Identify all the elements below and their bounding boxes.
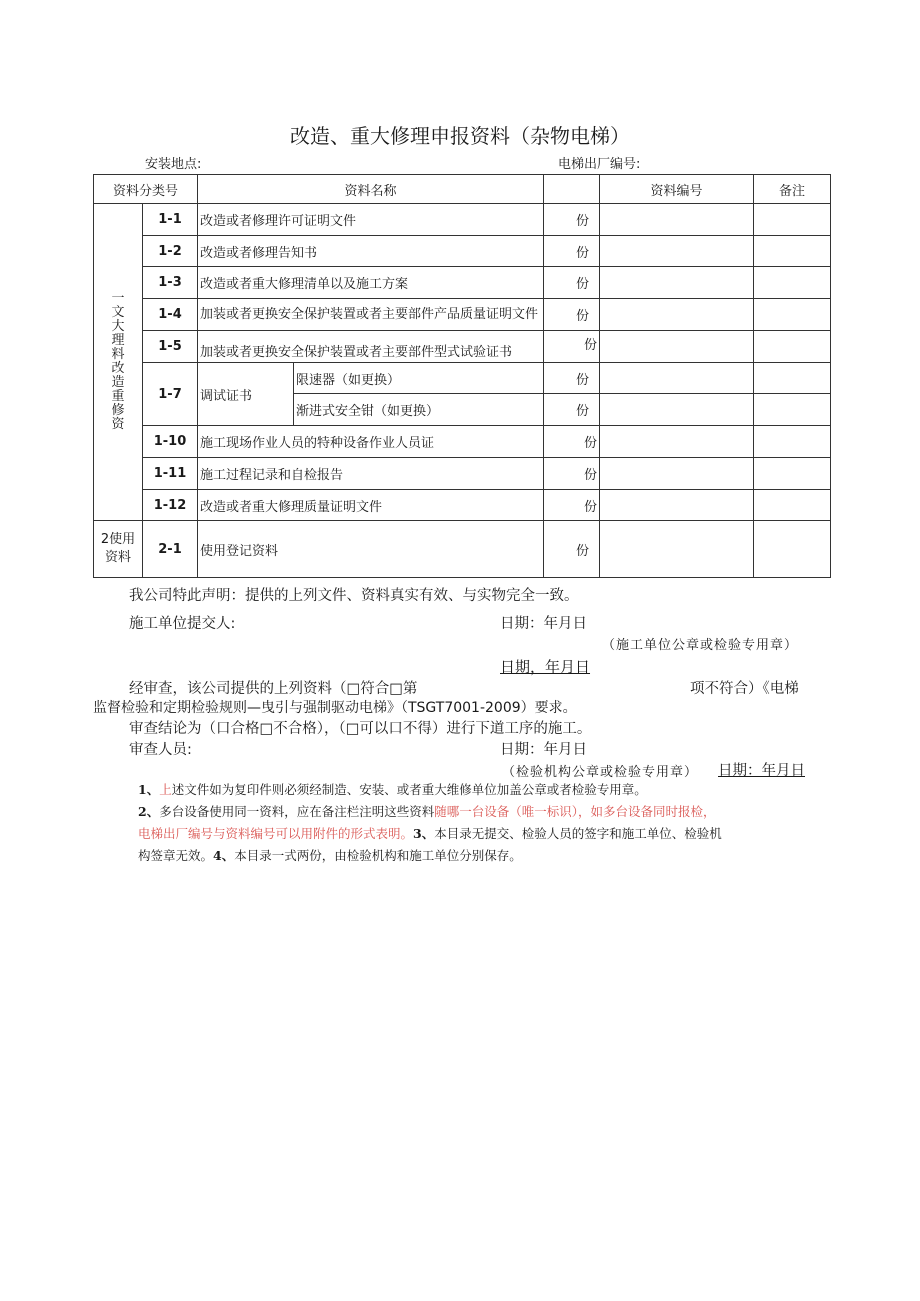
header-name: 资料名称 bbox=[198, 175, 544, 204]
note-3-4: 构签章无效。4、本目录一式两份，由检验机构和施工单位分别保存。 bbox=[138, 848, 522, 863]
row-remark[interactable] bbox=[754, 426, 831, 458]
row-remark[interactable] bbox=[754, 521, 831, 578]
row-doc-number[interactable] bbox=[600, 426, 754, 458]
row-doc-number[interactable] bbox=[600, 458, 754, 490]
row-remark[interactable] bbox=[754, 331, 831, 363]
inspection-seal-note: （检验机构公章或检验专用章） bbox=[502, 765, 699, 780]
factory-number-label: 电梯出厂编号: bbox=[558, 157, 641, 172]
review-date: 日期：年月日 bbox=[500, 742, 587, 758]
group1-label: 一文大理料改造重修资 bbox=[94, 204, 143, 521]
note-1: 1、上述文件如为复印件则必须经制造、安装、或者重大维修单位加盖公章或者检验专用章。 bbox=[138, 782, 647, 797]
row-remark[interactable] bbox=[754, 490, 831, 521]
table-row bbox=[94, 426, 831, 458]
table-row bbox=[94, 267, 831, 299]
table-row bbox=[94, 521, 831, 578]
row-number: 1-5 bbox=[143, 331, 198, 363]
row-number: 1-2 bbox=[143, 236, 198, 267]
table-row bbox=[94, 204, 831, 236]
row-number: 1-1 bbox=[143, 204, 198, 236]
row-unit: 份 bbox=[544, 204, 600, 236]
row-number: 2-1 bbox=[143, 521, 198, 578]
row-doc-number[interactable] bbox=[600, 490, 754, 521]
row-name: 加装或者更换安全保护装置或者主要部件产品质量证明文件 bbox=[198, 299, 544, 331]
header-blank bbox=[544, 175, 600, 204]
document-table bbox=[93, 174, 831, 578]
row-name: 施工现场作业人员的特种设备作业人员证 bbox=[198, 426, 544, 458]
page-title: 改造、重大修理申报资料（杂物电梯） bbox=[290, 124, 630, 148]
row-remark[interactable] bbox=[754, 267, 831, 299]
submitter-label: 施工单位提交人: bbox=[129, 616, 236, 632]
row-remark[interactable] bbox=[754, 458, 831, 490]
row-name: 改造或者修理许可证明文件 bbox=[198, 204, 544, 236]
row-remark[interactable] bbox=[754, 363, 831, 394]
row-subitem-speed-governor: 限速器（如更换） bbox=[294, 363, 544, 394]
review-text-1a: 经审查，该公司提供的上列资料（□符合□第 bbox=[129, 681, 418, 697]
row-doc-number[interactable] bbox=[600, 236, 754, 267]
row-name: 改造或者修理告知书 bbox=[198, 236, 544, 267]
table-row bbox=[94, 363, 831, 394]
install-location-label: 安装地点: bbox=[145, 157, 202, 172]
submit-date: 日期：年月日 bbox=[500, 616, 587, 632]
row-remark[interactable] bbox=[754, 299, 831, 331]
row-unit: 份 bbox=[544, 267, 600, 299]
row-unit: 份 bbox=[544, 458, 600, 490]
row-unit: 份 bbox=[544, 490, 600, 521]
inspection-seal-date: 日期：年月日 bbox=[718, 763, 805, 779]
table-row bbox=[94, 490, 831, 521]
table-row bbox=[94, 331, 831, 363]
row-unit: 份 bbox=[544, 394, 600, 426]
header-doc-number: 资料编号 bbox=[600, 175, 754, 204]
row-number: 1-11 bbox=[143, 458, 198, 490]
table-row bbox=[94, 458, 831, 490]
row-name: 施工过程记录和自检报告 bbox=[198, 458, 544, 490]
row-name: 调试证书 bbox=[198, 363, 294, 426]
reviewer-label: 审查人员: bbox=[129, 742, 192, 758]
row-unit: 份 bbox=[544, 331, 600, 363]
header-category: 资料分类号 bbox=[94, 175, 198, 204]
table-row bbox=[94, 299, 831, 331]
row-doc-number[interactable] bbox=[600, 363, 754, 394]
row-number: 1-12 bbox=[143, 490, 198, 521]
declaration-statement: 我公司特此声明：提供的上列文件、资料真实有效、与实物完全一致。 bbox=[129, 588, 579, 604]
group2-label: 2使用资料 bbox=[94, 521, 143, 578]
row-number: 1-7 bbox=[143, 363, 198, 426]
review-text-1b: 项不符合）《电梯 bbox=[690, 681, 799, 697]
review-conclusion: 审查结论为（口合格□不合格），（□可以口不得）进行下道工序的施工。 bbox=[129, 721, 592, 737]
header-remark: 备注 bbox=[754, 175, 831, 204]
row-number: 1-10 bbox=[143, 426, 198, 458]
row-unit: 份 bbox=[544, 521, 600, 578]
row-unit: 份 bbox=[544, 426, 600, 458]
row-unit: 份 bbox=[544, 299, 600, 331]
note-2: 2、多台设备使用同一资料，应在备注栏注明这些资料随哪一台设备（唯一标识），如多台设备同时报检， bbox=[138, 804, 716, 819]
review-text-2: 监督检验和定期检验规则—曳引与强制驱动电梯》（TSGT7001-2009）要求。 bbox=[93, 700, 577, 716]
row-remark[interactable] bbox=[754, 394, 831, 426]
row-remark[interactable] bbox=[754, 204, 831, 236]
row-doc-number[interactable] bbox=[600, 267, 754, 299]
row-doc-number[interactable] bbox=[600, 521, 754, 578]
row-doc-number[interactable] bbox=[600, 331, 754, 363]
table-row bbox=[94, 236, 831, 267]
row-name: 改造或者重大修理清单以及施工方案 bbox=[198, 267, 544, 299]
row-remark[interactable] bbox=[754, 236, 831, 267]
row-unit: 份 bbox=[544, 363, 600, 394]
row-name: 加装或者更换安全保护装置或者主要部件型式试验证书 bbox=[198, 331, 544, 363]
row-unit: 份 bbox=[544, 236, 600, 267]
row-number: 1-4 bbox=[143, 299, 198, 331]
row-doc-number[interactable] bbox=[600, 394, 754, 426]
contractor-seal-note: （施工单位公章或检验专用章） bbox=[602, 638, 799, 653]
row-doc-number[interactable] bbox=[600, 299, 754, 331]
note-2-cont: 电梯出厂编号与资料编号可以用附件的形式表明。3、本目录无提交、检验人员的签字和施工单位、检验机 bbox=[138, 826, 722, 841]
row-subitem-safety-gear: 渐进式安全钳（如更换） bbox=[294, 394, 544, 426]
row-doc-number[interactable] bbox=[600, 204, 754, 236]
row-number: 1-3 bbox=[143, 267, 198, 299]
table-header-row bbox=[94, 175, 831, 204]
row-name: 使用登记资料 bbox=[198, 521, 544, 578]
row-name: 改造或者重大修理质量证明文件 bbox=[198, 490, 544, 521]
seal-date: 日期，年月日 bbox=[500, 658, 591, 676]
